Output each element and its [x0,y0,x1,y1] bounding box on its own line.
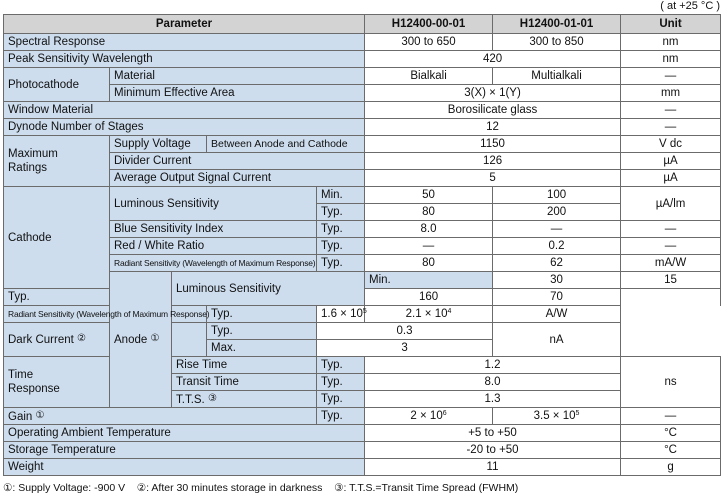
value-cathode-typ-1: 80 [365,204,493,221]
unit-divider-current: µA [621,153,721,170]
footnotes [3,482,518,495]
value-transit-time: 8.0 [365,374,621,391]
label-tts-text: T.T.S. [176,393,205,406]
row-cathode-radiant [4,255,721,272]
label-maximum: Maximum [8,148,58,160]
footnote-mark-3: ③ [207,392,217,404]
unit-spectral-response: nm [621,34,721,51]
value-cathode-typ-2: 200 [493,204,621,221]
footnote-3: ③: T.T.S.=Transit Time Spread (FWHM) [334,482,519,494]
label-weight: Weight [4,459,365,476]
unit-cathode-rad: mA/W [621,255,721,272]
value-rw-2: 0.2 [493,238,621,255]
label-rise-typ: Typ. [317,357,365,374]
row-anode-radiant [4,306,721,323]
row-supply-voltage [4,136,721,153]
row-photocathode-area [4,85,721,102]
header-model-2: H12400-01-01 [493,15,621,34]
value-cathode-rad-2: 62 [493,255,621,272]
label-anode-radiant: Radiant Sensitivity (Wavelength of Maximum Response) [4,306,207,323]
footnote-2: ②: After 30 minutes storage in darkness [136,482,323,494]
unit-anode-rad: A/W [493,306,621,323]
row-window-material [4,102,721,119]
label-cathode: Cathode [4,187,110,289]
row-peak-wavelength [4,51,721,68]
value-supply-voltage: 1150 [365,136,621,153]
unit-blue: — [621,221,721,238]
unit-effective-area: mm [621,85,721,102]
label-spectral-response: Spectral Response [4,34,365,51]
row-average-output [4,170,721,187]
value-dynode-stages: 12 [365,119,621,136]
label-dynode-stages: Dynode Number of Stages [4,119,365,136]
label-photocathode: Photocathode [4,68,110,102]
unit-rw: — [621,238,721,255]
label-anode-min: Min. [365,272,493,289]
value-anode-rad-1 [317,306,365,323]
value-weight: 11 [365,459,621,476]
header-row [4,15,721,34]
value-material-2: Multialkali [493,68,621,85]
label-cathode-rad-typ: Typ. [317,255,365,272]
unit-supply-voltage: V dc [621,136,721,153]
row-photocathode-material [4,68,721,85]
label-op-temp: Operating Ambient Temperature [4,425,365,442]
gain-2-exp: 5 [575,410,580,417]
unit-dynode-stages: — [621,119,721,136]
value-dark-max: 3 [317,340,493,357]
value-average-output: 5 [365,170,621,187]
label-response: Response [8,383,60,395]
label-gain-text: Gain [8,410,33,423]
unit-weight: g [621,459,721,476]
row-cathode-lum-min [4,187,721,204]
row-gain [4,408,721,425]
label-dark-typ: Typ. [207,323,317,340]
label-time: Time [8,369,34,381]
label-material: Material [110,68,365,85]
value-material-1: Bialkali [365,68,493,85]
value-anode-typ-2: 70 [493,289,621,306]
value-cathode-min-1: 50 [365,187,493,204]
label-blue-index: Blue Sensitivity Index [110,221,317,238]
label-storage-temp: Storage Temperature [4,442,365,459]
label-average-output: Average Output Signal Current [110,170,365,187]
row-storage-temp [4,442,721,459]
value-window-material: Borosilicate glass [365,102,621,119]
label-dark-current-text: Dark Current [8,334,74,346]
label-ratings: Ratings [8,162,47,174]
label-anode-typ: Typ. [4,289,110,306]
label-anode-text: Anode [114,334,148,346]
footnote-1: ①: Supply Voltage: -900 V [3,482,126,494]
row-op-temp [4,425,721,442]
measurement-condition: ( at +25 °C ) [660,0,720,12]
anode-rad-2-exp: 4 [447,308,452,315]
header-unit: Unit [621,15,721,34]
value-spectral-response-2: 300 to 850 [493,34,621,51]
label-cathode-luminous: Luminous Sensitivity [110,187,317,221]
row-spectral-response [4,34,721,51]
spec-table [3,14,721,476]
gain-1-base: 2 × 10 [410,410,443,422]
label-rw-typ: Typ. [317,238,365,255]
label-cathode-min: Min. [317,187,365,204]
label-blue-typ: Typ. [317,221,365,238]
unit-op-temp: °C [621,425,721,442]
label-divider-current: Divider Current [110,153,365,170]
unit-material: — [621,68,721,85]
label-time-response [4,357,110,408]
unit-window-material: — [621,102,721,119]
value-rw-1: — [365,238,493,255]
label-gain [4,408,317,425]
row-anode-lum-min [4,272,721,289]
label-tts [172,391,317,408]
value-blue-2: — [493,221,621,238]
label-rise-time: Rise Time [172,357,317,374]
gain-1-exp: 6 [442,410,447,417]
label-peak-wavelength: Peak Sensitivity Wavelength [4,51,365,68]
label-red-white: Red / White Ratio [110,238,317,255]
unit-cathode-luminous: µA/lm [621,187,721,221]
label-transit-typ: Typ. [317,374,365,391]
row-cathode-blue [4,221,721,238]
anode-rad-1-exp: 5 [362,308,367,315]
value-tts: 1.3 [365,391,621,408]
row-dark-typ [4,323,721,340]
value-anode-min-2: 15 [621,272,721,289]
label-supply-voltage: Supply Voltage [110,136,207,153]
label-dark-max: Max. [207,340,317,357]
row-cathode-rw [4,238,721,255]
label-gain-typ: Typ. [317,408,365,425]
label-tts-typ: Typ. [317,391,365,408]
label-maximum-ratings [4,136,110,187]
header-model-1: H12400-00-01 [365,15,493,34]
unit-average-output: µA [621,170,721,187]
unit-storage-temp: °C [621,442,721,459]
value-gain-2 [493,408,621,425]
value-rise-time: 1.2 [365,357,621,374]
value-dark-typ: 0.3 [317,323,493,340]
footnote-mark-1: ① [150,333,160,344]
value-cathode-min-2: 100 [493,187,621,204]
value-storage-temp: -20 to +50 [365,442,621,459]
anode-rad-1-base: 1.6 × 10 [321,308,363,320]
value-blue-1: 8.0 [365,221,493,238]
value-op-temp: +5 to +50 [365,425,621,442]
label-cathode-typ: Typ. [317,204,365,221]
label-transit-time: Transit Time [172,374,317,391]
anode-rad-2-base: 2.1 × 10 [405,308,448,320]
header-parameter: Parameter [4,15,365,34]
label-cathode-radiant: Radiant Sensitivity (Wavelength of Maximum Response) [110,255,317,272]
value-cathode-rad-1: 80 [365,255,493,272]
label-anode-luminous: Luminous Sensitivity [172,272,365,306]
label-effective-area: Minimum Effective Area [110,85,365,102]
value-anode-typ-1: 160 [365,289,493,306]
value-anode-rad-2 [362,306,493,323]
value-divider-current: 126 [365,153,621,170]
footnote-mark-gain: ① [35,409,45,421]
gain-2-base: 3.5 × 10 [533,410,576,422]
value-spectral-response-1: 300 to 650 [365,34,493,51]
value-anode-min-1: 30 [493,272,621,289]
value-peak-wavelength: 420 [365,51,621,68]
unit-gain: — [621,408,721,425]
row-divider-current [4,153,721,170]
value-gain-1 [365,408,493,425]
unit-peak-wavelength: nm [621,51,721,68]
label-window-material: Window Material [4,102,365,119]
label-between-anode-cathode: Between Anode and Cathode [207,136,365,153]
row-weight [4,459,721,476]
unit-dark-current: nA [493,323,621,357]
footnote-mark-2: ② [77,333,86,344]
label-anode-rad-typ: Typ. [207,306,317,323]
unit-time-response: ns [621,357,721,408]
label-dark-current [4,323,207,357]
row-dynode-stages [4,119,721,136]
value-effective-area: 3(X) × 1(Y) [365,85,621,102]
